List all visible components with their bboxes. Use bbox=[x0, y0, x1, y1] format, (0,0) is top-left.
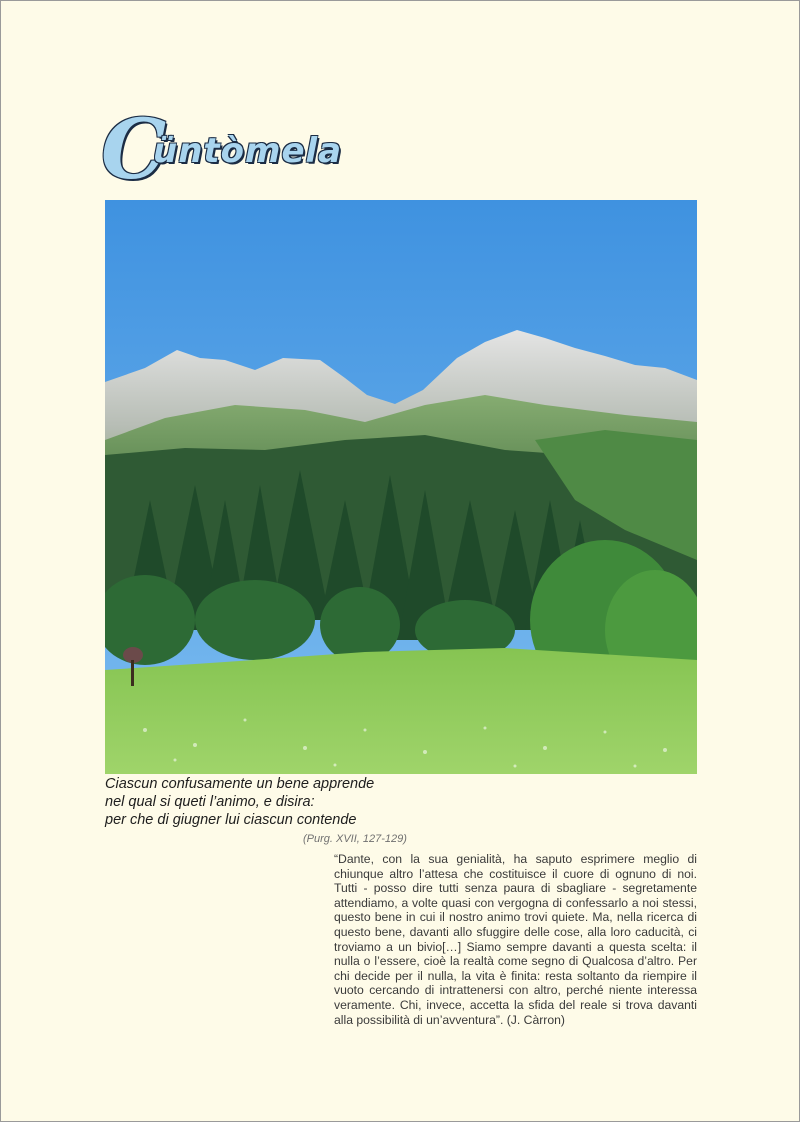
masthead-logo bbox=[101, 102, 421, 199]
commentary-quote: “Dante, con la sua genialità, ha saputo esprimere meglio di chiunque altro l’attesa che costituisce il cuore di ognuno di noi. Tutti - posso dire tutti senza paura di sbagliare - segretamente attendiamo, a volte quasi con vergogna di confessarlo a noi stessi, questo bene in cui il nostro animo trovi quiete. Ma, nella ricerca di questo bene, davanti allo sfuggire delle cose, alla loro caducità, ci troviamo a un bivio[…] Siamo sempre davanti a questa scelta: il nulla o l’essere, cioè la realtà come segno di Qualcosa d’altro. Per chi decide per il nulla, la vita è finita: resta soltanto da riempire il vuoto cercando di intrattenersi con altro, perché niente interessa veramente. Chi, invece, accetta la sfida del reale si trova davanti alla possibilità di un’avventura”. (J. Càrron) bbox=[334, 852, 697, 1027]
verse-reference: (Purg. XVII, 127-129) bbox=[303, 833, 407, 845]
masthead-title: üntòmela bbox=[153, 131, 343, 171]
dante-verse bbox=[105, 775, 435, 829]
mountain-meadow-photo bbox=[105, 200, 697, 774]
verse-line-1: Ciascun confusamente un bene apprende bbox=[105, 776, 375, 792]
masthead-initial: C bbox=[101, 102, 167, 198]
verse-line-3: per che di giugner lui ciascun contende bbox=[105, 812, 357, 828]
verse-line-2: nel qual si queti l’animo, e disira: bbox=[105, 794, 315, 810]
landscape-illustration bbox=[105, 200, 697, 774]
